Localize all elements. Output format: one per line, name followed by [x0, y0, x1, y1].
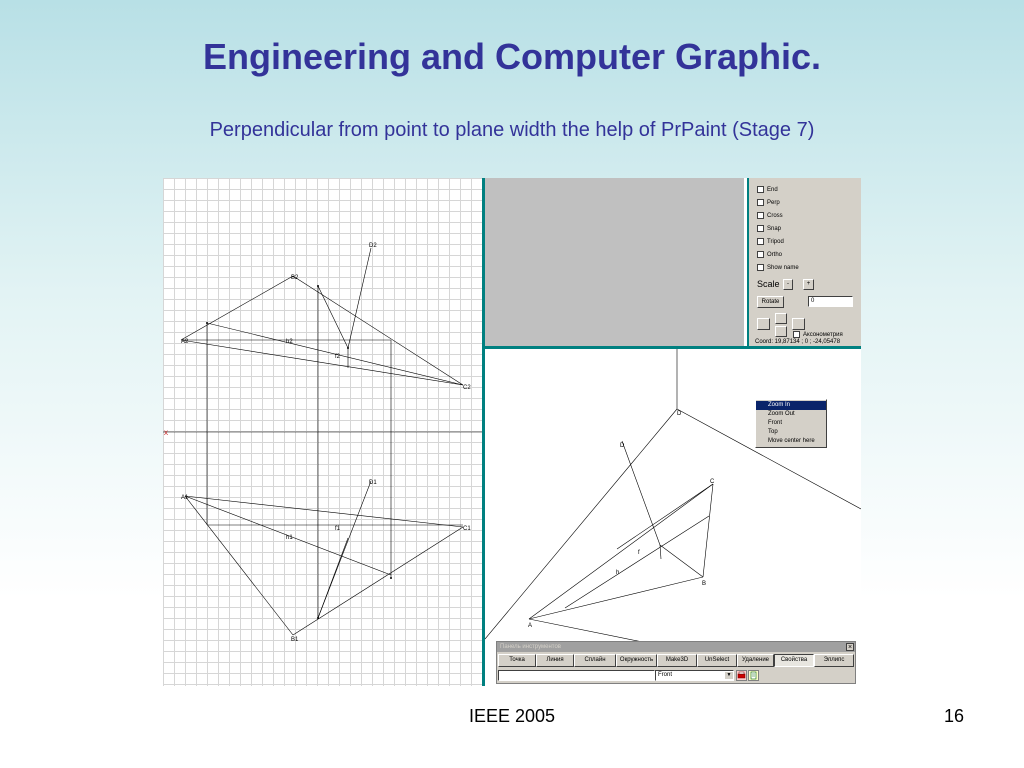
slide-title	[0, 36, 1024, 78]
label-a1: A1	[181, 495, 189, 501]
line-a2-c2	[181, 340, 463, 385]
label-d1: D1	[369, 480, 377, 486]
checkbox-ortho-box[interactable]	[757, 251, 764, 258]
checkbox-perp-label: Perp	[767, 200, 780, 207]
view-select-value: Front	[658, 672, 673, 678]
tool-unselect-button[interactable]: UnSelect	[697, 654, 737, 667]
checkbox-show-name-label: Show name	[767, 265, 799, 272]
tool-circle-button[interactable]: Окружность	[616, 654, 657, 667]
checkbox-show-name[interactable]	[757, 264, 799, 273]
menu-item-front[interactable]: Front	[768, 420, 783, 426]
coord-readout: Coord: 19,87134 ; 0 ; -24,05478	[755, 339, 841, 345]
scale-minus-button[interactable]: -	[783, 279, 793, 290]
orthographic-drawing-panel[interactable]	[163, 178, 483, 686]
slide-title-text: Engineering and Computer Graphic	[202, 36, 812, 77]
label-d: D	[620, 443, 625, 449]
rotate-angle-input[interactable]: 0	[808, 296, 853, 307]
line-b-c	[703, 484, 713, 577]
label-h2: h2	[286, 339, 293, 345]
checkbox-ortho[interactable]	[757, 251, 782, 260]
checkbox-cross[interactable]	[757, 212, 783, 221]
axonometry-checkbox-box[interactable]	[793, 331, 800, 338]
checkbox-end-box[interactable]	[757, 186, 764, 193]
label-c: C	[710, 479, 715, 485]
checkbox-perp-box[interactable]	[757, 199, 764, 206]
chevron-down-icon[interactable]: ▼	[726, 672, 732, 678]
menu-item-zoom-out[interactable]: Zoom Out	[768, 411, 795, 417]
line-a-c-upper	[529, 484, 713, 619]
control-panel	[747, 178, 861, 346]
footer-text: IEEE 2005	[468, 706, 556, 726]
label-f: f	[638, 550, 640, 556]
menu-item-move-center[interactable]: Move center here	[768, 438, 815, 444]
label-f1: f1	[335, 526, 341, 532]
label-c1: C1	[463, 526, 471, 532]
line-f2	[318, 286, 348, 348]
scale-label: Scale	[757, 279, 780, 289]
toolbar-title: Панель инструментов	[500, 644, 561, 650]
line-d2	[348, 248, 371, 348]
tool-line-button[interactable]: Линия	[536, 654, 574, 667]
document-icon[interactable]	[748, 670, 759, 681]
label-a2: A2	[181, 339, 189, 345]
checkbox-snap-label: Snap	[767, 226, 782, 233]
orthographic-drawing	[163, 178, 483, 686]
print-icon[interactable]	[736, 670, 747, 681]
checkbox-end[interactable]	[757, 186, 778, 195]
tool-ellipse-button[interactable]: Эллипс	[814, 654, 854, 667]
toolbar-titlebar[interactable]	[497, 642, 855, 652]
checkbox-snap[interactable]	[757, 225, 781, 234]
menu-item-zoom-in[interactable]: Zoom In	[756, 401, 826, 410]
toolbar-field-1[interactable]	[498, 670, 655, 681]
menu-item-top[interactable]: Top	[768, 429, 778, 435]
scale-plus-button[interactable]: +	[803, 279, 814, 290]
checkbox-tripod[interactable]	[757, 238, 784, 247]
nav-down-button[interactable]	[775, 326, 787, 337]
axis-x-label: X	[164, 431, 169, 437]
page-number: 16	[943, 706, 964, 726]
checkbox-perp[interactable]	[757, 199, 780, 208]
tool-spline-button[interactable]: Сплайн	[574, 654, 616, 667]
label-b1: B1	[291, 637, 299, 643]
tool-delete-button[interactable]: Удаление	[737, 654, 774, 667]
label-h: h	[616, 570, 620, 576]
checkbox-show-name-box[interactable]	[757, 264, 764, 271]
label-f2: f2	[335, 354, 341, 360]
tool-properties-button[interactable]: Свойства	[774, 654, 814, 667]
slide-title-period: .	[811, 36, 822, 77]
view-select[interactable]	[655, 670, 734, 681]
line-d-perp	[622, 441, 660, 545]
line-h	[565, 516, 709, 608]
checkbox-cross-label: Cross	[767, 213, 783, 220]
checkbox-snap-box[interactable]	[757, 225, 764, 232]
axis-left	[485, 409, 677, 639]
label-d-origin: D	[677, 411, 682, 417]
close-icon[interactable]: ×	[847, 644, 853, 651]
line-a-b	[529, 577, 703, 619]
label-b2: B2	[291, 275, 299, 281]
context-menu	[755, 399, 827, 448]
nav-left-button[interactable]	[757, 318, 770, 330]
nav-right-button[interactable]	[792, 318, 805, 330]
checkbox-ortho-label: Ortho	[767, 252, 783, 259]
checkbox-end-label: End	[767, 187, 778, 194]
nav-up-button[interactable]	[775, 313, 787, 324]
checkbox-cross-box[interactable]	[757, 212, 764, 219]
label-a: A	[528, 623, 533, 629]
slide-subtitle: Perpendicular from point to plane width the help of PrPaint (Stage 7)	[209, 119, 815, 141]
axonometry-label: Аксонометрия	[803, 332, 843, 339]
line-a1-c1	[185, 496, 463, 527]
line-b2-c2	[293, 276, 463, 385]
label-d2: D2	[369, 243, 377, 249]
checkbox-tripod-label: Tripod	[767, 239, 784, 246]
gray-view-panel[interactable]	[485, 178, 744, 346]
prpaint-screenshot	[163, 178, 861, 686]
checkbox-tripod-box[interactable]	[757, 238, 764, 245]
tool-point-button[interactable]: Точка	[498, 654, 536, 667]
label-b: B	[702, 581, 707, 587]
toolbar-window	[496, 641, 856, 684]
label-c2: C2	[463, 385, 471, 391]
tool-make3d-button[interactable]: Make3D	[657, 654, 697, 667]
label-h1: h1	[286, 535, 293, 541]
axonometry-checkbox[interactable]	[793, 331, 843, 338]
rotate-button[interactable]: Rotate	[757, 296, 784, 308]
